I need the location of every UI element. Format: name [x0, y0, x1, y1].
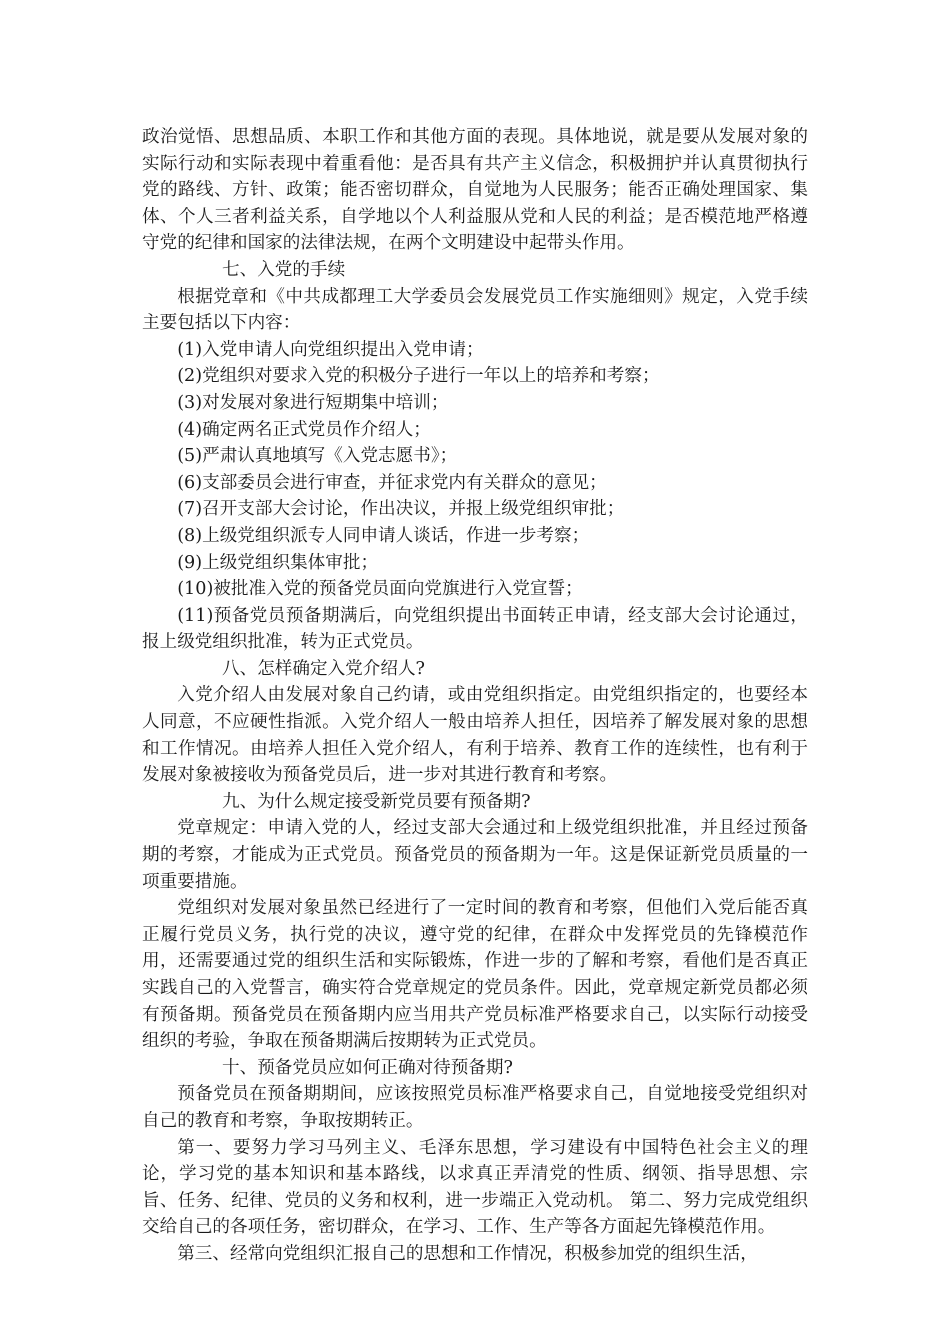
- section-9-heading: 九、为什么规定接受新党员要有预备期?: [222, 791, 531, 812]
- step-item: (6)支部委员会进行审查，并征求党内有关群众的意见；: [177, 472, 607, 493]
- step-item: (11)预备党员预备期满后，向党组织提出书面转正申请，经支部大会讨论通过，报上级党组织批准，转为正式党员。: [142, 605, 808, 653]
- step-item: (10)被批准入党的预备党员面向党旗进行入党宣誓；: [177, 579, 583, 600]
- step-item: (5)严肃认真地填写《入党志愿书》；: [177, 446, 458, 467]
- section-9-paragraph-2: 党组织对发展对象虽然已经进行了一定时间的教育和考察，但他们入党后能否真正履行党员义务，执行党的决议，遵守党的纪律，在群众中发挥党员的先锋模范作用，还需要通过党的组织生活和实际锻炼，作进一步的了解和考察，看他们是否真正实践自己的入党誓言，确实符合党章规定的党员条件。因此，党章规定新党员都必须有预备期。预备党员在预备期内应当用共产党员标准严格要求自己，以实际行动接受组织的考验，争取在预备期满后按期转为正式党员。: [142, 898, 808, 1052]
- document-page: [142, 124, 808, 1268]
- section-10-paragraph-1: 预备党员在预备期期间，应该按照党员标准严格要求自己，自觉地接受党组织对自己的教育和考察，争取按期转正。: [142, 1084, 808, 1131]
- section-9-paragraph-1: 党章规定：申请入党的人，经过支部大会通过和上级党组织批准，并且经过预备期的考察，才能成为正式党员。预备党员的预备期为一年。这是保证新党员质量的一项重要措施。: [142, 818, 808, 892]
- step-item: (9)上级党组织集体审批；: [177, 552, 379, 573]
- step-item: (1)入党申请人向党组织提出入党申请；: [177, 339, 484, 360]
- step-item: (7)召开支部大会讨论，作出决议，并报上级党组织审批；: [177, 499, 625, 520]
- step-item: (2)党组织对要求入党的积极分子进行一年以上的培养和考察；: [177, 366, 660, 387]
- step-item: (3)对发展对象进行短期集中培训；: [177, 392, 449, 413]
- step-item: (4)确定两名正式党员作介绍人；: [177, 419, 431, 440]
- section-10-paragraph-3: 第三、经常向党组织汇报自己的思想和工作情况，积极参加党的组织生活，: [177, 1243, 758, 1264]
- section-10-paragraph-2: 第一、要努力学习马列主义、毛泽东思想，学习建设有中国特色社会主义的理论，学习党的基本知识和基本路线，以求真正弄清党的性质、纲领、指导思想、宗旨、任务、纪律、党员的义务和权利，进一步端正入党动机。 第二、努力完成党组织交给自己的各项任务，密切群众，在学习、工作、生产等各方面起先锋模范作用。: [142, 1137, 808, 1238]
- section-7-intro: 根据党章和《中共成都理工大学委员会发展党员工作实施细则》规定，入党手续主要包括以下内容：: [142, 286, 808, 334]
- section-8-heading: 八、怎样确定入党介绍人?: [222, 658, 425, 679]
- section-10-heading: 十、预备党员应如何正确对待预备期?: [222, 1057, 513, 1078]
- section-8-body: 入党介绍人由发展对象自己约请，或由党组织指定。由党组织指定的，也要经本人同意，不应硬性指派。入党介绍人一般由培养人担任，因培养了解发展对象的思想和工作情况。由培养人担任入党介绍人，有利于培养、教育工作的连续性，也有利于发展对象被接收为预备党员后，进一步对其进行教育和考察。: [142, 685, 808, 786]
- intro-continuation: 政治觉悟、思想品质、本职工作和其他方面的表现。具体地说，就是要从发展对象的实际行动和实际表现中着重看他：是否具有共产主义信念，积极拥护并认真贯彻执行党的路线、方针、政策；能否密切群众，自觉地为人民服务；能否正确处理国家、集体、个人三者利益关系，自学地以个人利益服从党和人民的利益；是否模范地严格遵守党的纪律和国家的法律法规，在两个文明建设中起带头作用。: [142, 127, 808, 254]
- step-item: (8)上级党组织派专人同申请人谈话，作进一步考察；: [177, 525, 590, 546]
- section-7-heading: 七、入党的手续: [222, 259, 346, 280]
